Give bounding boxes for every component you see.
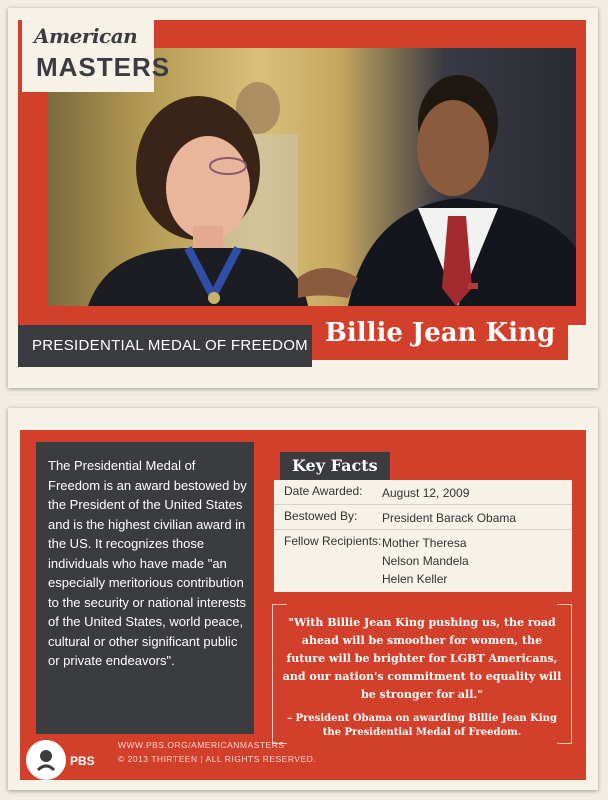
name-banner xyxy=(312,306,568,360)
award-banner xyxy=(18,325,312,367)
key-facts-row xyxy=(274,505,572,530)
honoree-name: Billie Jean King xyxy=(324,318,556,348)
description-box xyxy=(36,442,254,734)
key-facts-row xyxy=(274,480,572,505)
copyright-text: © 2013 THIRTEEN | ALL RIGHTS RESERVED. xyxy=(118,754,317,764)
date-awarded-label: Date Awarded: xyxy=(284,484,363,498)
date-awarded-value: August 12, 2009 xyxy=(382,486,470,500)
logo-masters-text: MASTERS xyxy=(36,52,171,82)
website-url[interactable]: WWW.PBS.ORG/AMERICANMASTERS xyxy=(118,740,285,750)
american-masters-logo xyxy=(22,18,171,92)
fellow-recipients-label: Fellow Recipients: xyxy=(284,534,382,548)
quote-attribution: – President Obama on awarding Billie Jean King the Presidential Medal of Freedom. xyxy=(287,713,557,738)
key-facts-table xyxy=(274,480,572,592)
photo-card xyxy=(8,8,598,388)
award-title: PRESIDENTIAL MEDAL OF FREEDOM xyxy=(32,337,308,354)
logo-script-text: American xyxy=(34,24,138,48)
fellow-recipients-list xyxy=(382,534,469,588)
fellow-recipient: Helen Keller xyxy=(382,572,448,586)
quote-box xyxy=(272,604,572,744)
quote-text: "With Billie Jean King pushing us, the road ahead will be smoother for women, the future will be brighter for LGBT Americans, and our nation's commitment to equality will be stronger for all." xyxy=(282,616,562,701)
info-card xyxy=(8,408,598,790)
bestowed-by-label: Bestowed By: xyxy=(284,509,358,523)
key-facts-title: Key Facts xyxy=(280,452,390,480)
key-facts-row xyxy=(274,530,572,592)
pbs-logo-icon xyxy=(26,740,66,780)
fellow-recipient: Mother Theresa xyxy=(382,536,467,550)
description-text: The Presidential Medal of Freedom is an award bestowed by the President of the United States and is the highest civilian award in the US. It recognizes those individuals who have made "an especially meritorious contribution to the security or national interests of the United States, world peace, cultural or other significant public or private endeavors". xyxy=(48,458,247,668)
bestowed-by-value: President Barack Obama xyxy=(382,511,517,525)
fellow-recipient: Nelson Mandela xyxy=(382,554,469,568)
pbs-label: PBS xyxy=(70,754,95,768)
